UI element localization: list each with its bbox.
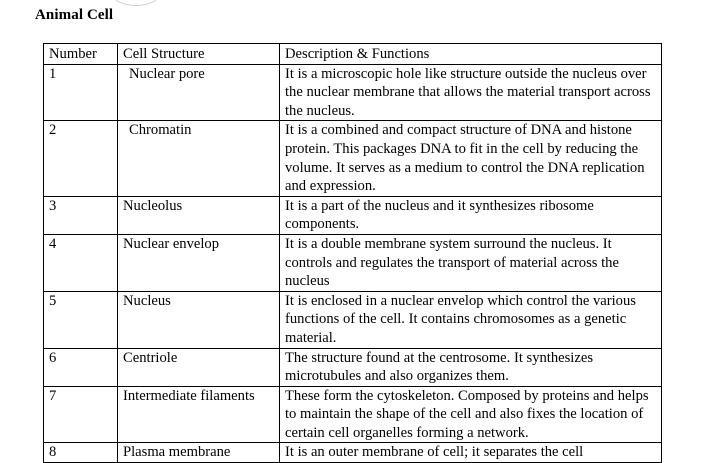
table-row [44, 121, 662, 196]
row-description: The structure found at the centrosome. It synthesizes microtubules and also organizes them. [280, 348, 662, 386]
table-row [44, 234, 662, 291]
document-heading: Animal Cell [35, 7, 114, 23]
row-structure: Nucleus [118, 291, 280, 348]
page-edge-decoration [112, 0, 160, 6]
row-number: 1 [44, 64, 118, 121]
row-description: It is enclosed in a nuclear envelop which control the various functions of the cell. It contains chromosomes as a genetic material. [280, 291, 662, 348]
row-number: 2 [44, 121, 118, 196]
row-number: 3 [44, 196, 118, 234]
table-row [44, 348, 662, 386]
row-description: It is an outer membrane of cell; it separates the cell [280, 443, 662, 463]
table-row [44, 291, 662, 348]
row-structure: Plasma membrane [118, 443, 280, 463]
table-row [44, 443, 662, 463]
row-structure: Nuclear pore [118, 64, 280, 121]
row-structure: Chromatin [118, 121, 280, 196]
table-row [44, 196, 662, 234]
row-description: These form the cytoskeleton. Composed by proteins and helps to maintain the shape of the cell and also fixes the location of certain cell organelles forming a network. [280, 386, 662, 443]
table-row [44, 386, 662, 443]
row-description: It is a combined and compact structure of DNA and histone protein. This packages DNA to fit in the cell by reducing the volume. It serves as a medium to control the DNA replication and expression. [280, 121, 662, 196]
header-number: Number [44, 44, 118, 65]
row-number: 5 [44, 291, 118, 348]
row-number: 4 [44, 234, 118, 291]
row-description: It is a microscopic hole like structure outside the nucleus over the nuclear membrane that allows the material transport across the nucleus. [280, 64, 662, 121]
row-structure: Nucleolus [118, 196, 280, 234]
row-description: It is a part of the nucleus and it synthesizes ribosome components. [280, 196, 662, 234]
row-structure: Nuclear envelop [118, 234, 280, 291]
table-row [44, 64, 662, 121]
header-cell-structure: Cell Structure [118, 44, 280, 65]
animal-cell-table [43, 43, 662, 463]
header-description: Description & Functions [280, 44, 662, 65]
row-number: 8 [44, 443, 118, 463]
row-number: 7 [44, 386, 118, 443]
table-header-row [44, 44, 662, 65]
row-number: 6 [44, 348, 118, 386]
row-description: It is a double membrane system surround the nucleus. It controls and regulates the transport of material across the nucleus [280, 234, 662, 291]
row-structure: Intermediate filaments [118, 386, 280, 443]
row-structure: Centriole [118, 348, 280, 386]
